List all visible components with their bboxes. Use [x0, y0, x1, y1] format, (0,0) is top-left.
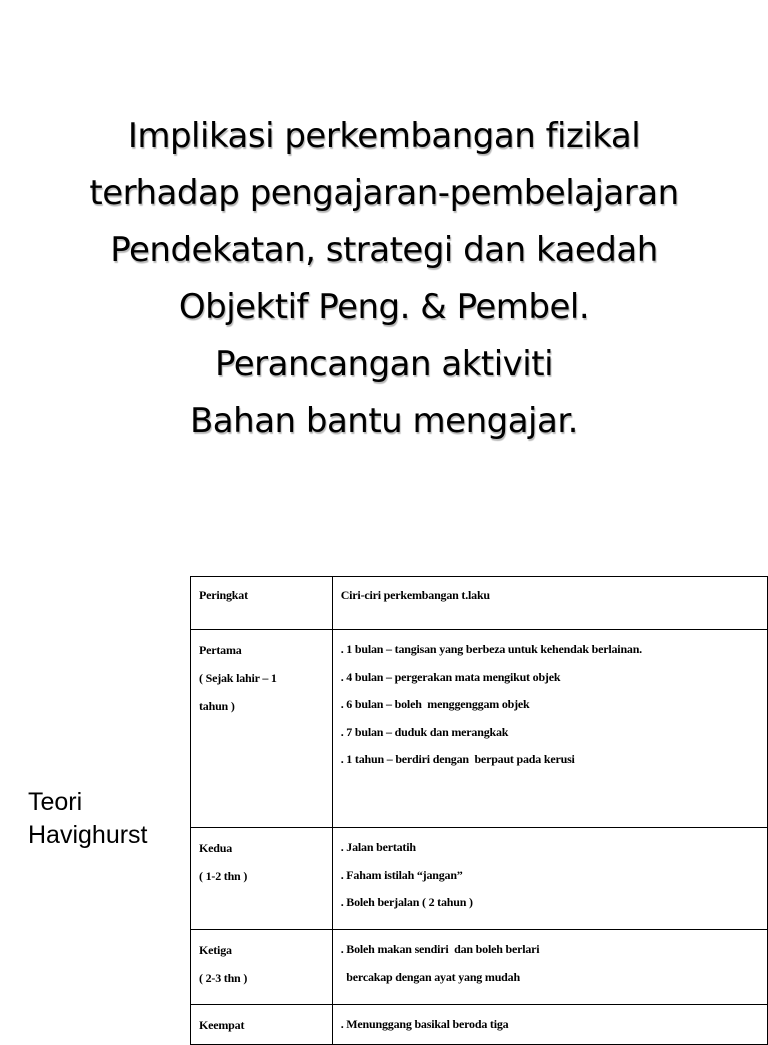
- traits-cell: [332, 930, 767, 1005]
- stage-cell: [191, 930, 333, 1005]
- trait-text: . 7 bulan – duduk dan merangkak: [340, 724, 509, 739]
- table-row: [191, 1005, 768, 1045]
- stage-cell: [191, 828, 333, 930]
- header-cell-stage: [191, 577, 333, 630]
- trait-text: . Boleh berjalan ( 2 tahun ): [340, 895, 473, 909]
- development-stages-table: [190, 576, 768, 1045]
- trait-text: . 1 tahun – berdiri dengan berpaut pada kerusi: [340, 752, 575, 766]
- header-label: Ciri-ciri perkembangan t.laku: [340, 588, 490, 602]
- stage-cell: [191, 630, 333, 828]
- trait-text: . Faham istilah “jangan”: [340, 867, 463, 882]
- table-row: [191, 630, 768, 828]
- traits-cell: [332, 1005, 767, 1045]
- trait-text: . 6 bulan – boleh menggenggam objek: [340, 697, 530, 711]
- table-row: [191, 828, 768, 930]
- theory-label-line: Havighurst: [28, 821, 148, 849]
- title-line: Objektif Peng. & Pembel.: [178, 287, 590, 327]
- title-line: Perancangan aktiviti: [214, 344, 554, 384]
- stage-text: ( 2-3 thn ): [199, 971, 248, 985]
- traits-cell: [332, 630, 767, 828]
- theory-label-line: Teori: [28, 788, 83, 816]
- header-cell-traits: [332, 577, 767, 630]
- trait-text: bercakap dengan ayat yang mudah: [340, 969, 520, 984]
- table-header-row: [191, 577, 768, 630]
- trait-text: . 4 bulan – pergerakan mata mengikut objek: [340, 669, 561, 684]
- theory-label: [28, 786, 148, 852]
- header-label: Peringkat: [199, 588, 248, 602]
- title-line: Bahan bantu mengajar.: [189, 401, 578, 441]
- traits-cell: [332, 828, 767, 930]
- title-line: terhadap pengajaran-pembelajaran: [89, 173, 679, 213]
- stage-text: Ketiga: [199, 943, 232, 957]
- stage-text: tahun ): [199, 699, 235, 713]
- trait-text: . 1 bulan – tangisan yang berbeza untuk kehendak berlainan.: [340, 642, 642, 656]
- trait-text: . Boleh makan sendiri dan boleh berlari: [340, 942, 540, 956]
- slide-title: [0, 108, 768, 450]
- title-line: Pendekatan, strategi dan kaedah: [110, 230, 658, 270]
- stage-cell: [191, 1005, 333, 1045]
- title-line: Implikasi perkembangan fizikal: [127, 116, 641, 156]
- trait-text: . Jalan bertatih: [340, 840, 416, 854]
- trait-text: . Menunggang basikal beroda tiga: [340, 1017, 509, 1031]
- stage-text: Pertama: [199, 643, 242, 657]
- table-row: [191, 930, 768, 1005]
- stage-text: Keempat: [199, 1018, 245, 1032]
- stage-text: Kedua: [199, 841, 233, 855]
- stage-text: ( 1-2 thn ): [199, 869, 248, 883]
- stage-text: ( Sejak lahir – 1: [199, 671, 277, 685]
